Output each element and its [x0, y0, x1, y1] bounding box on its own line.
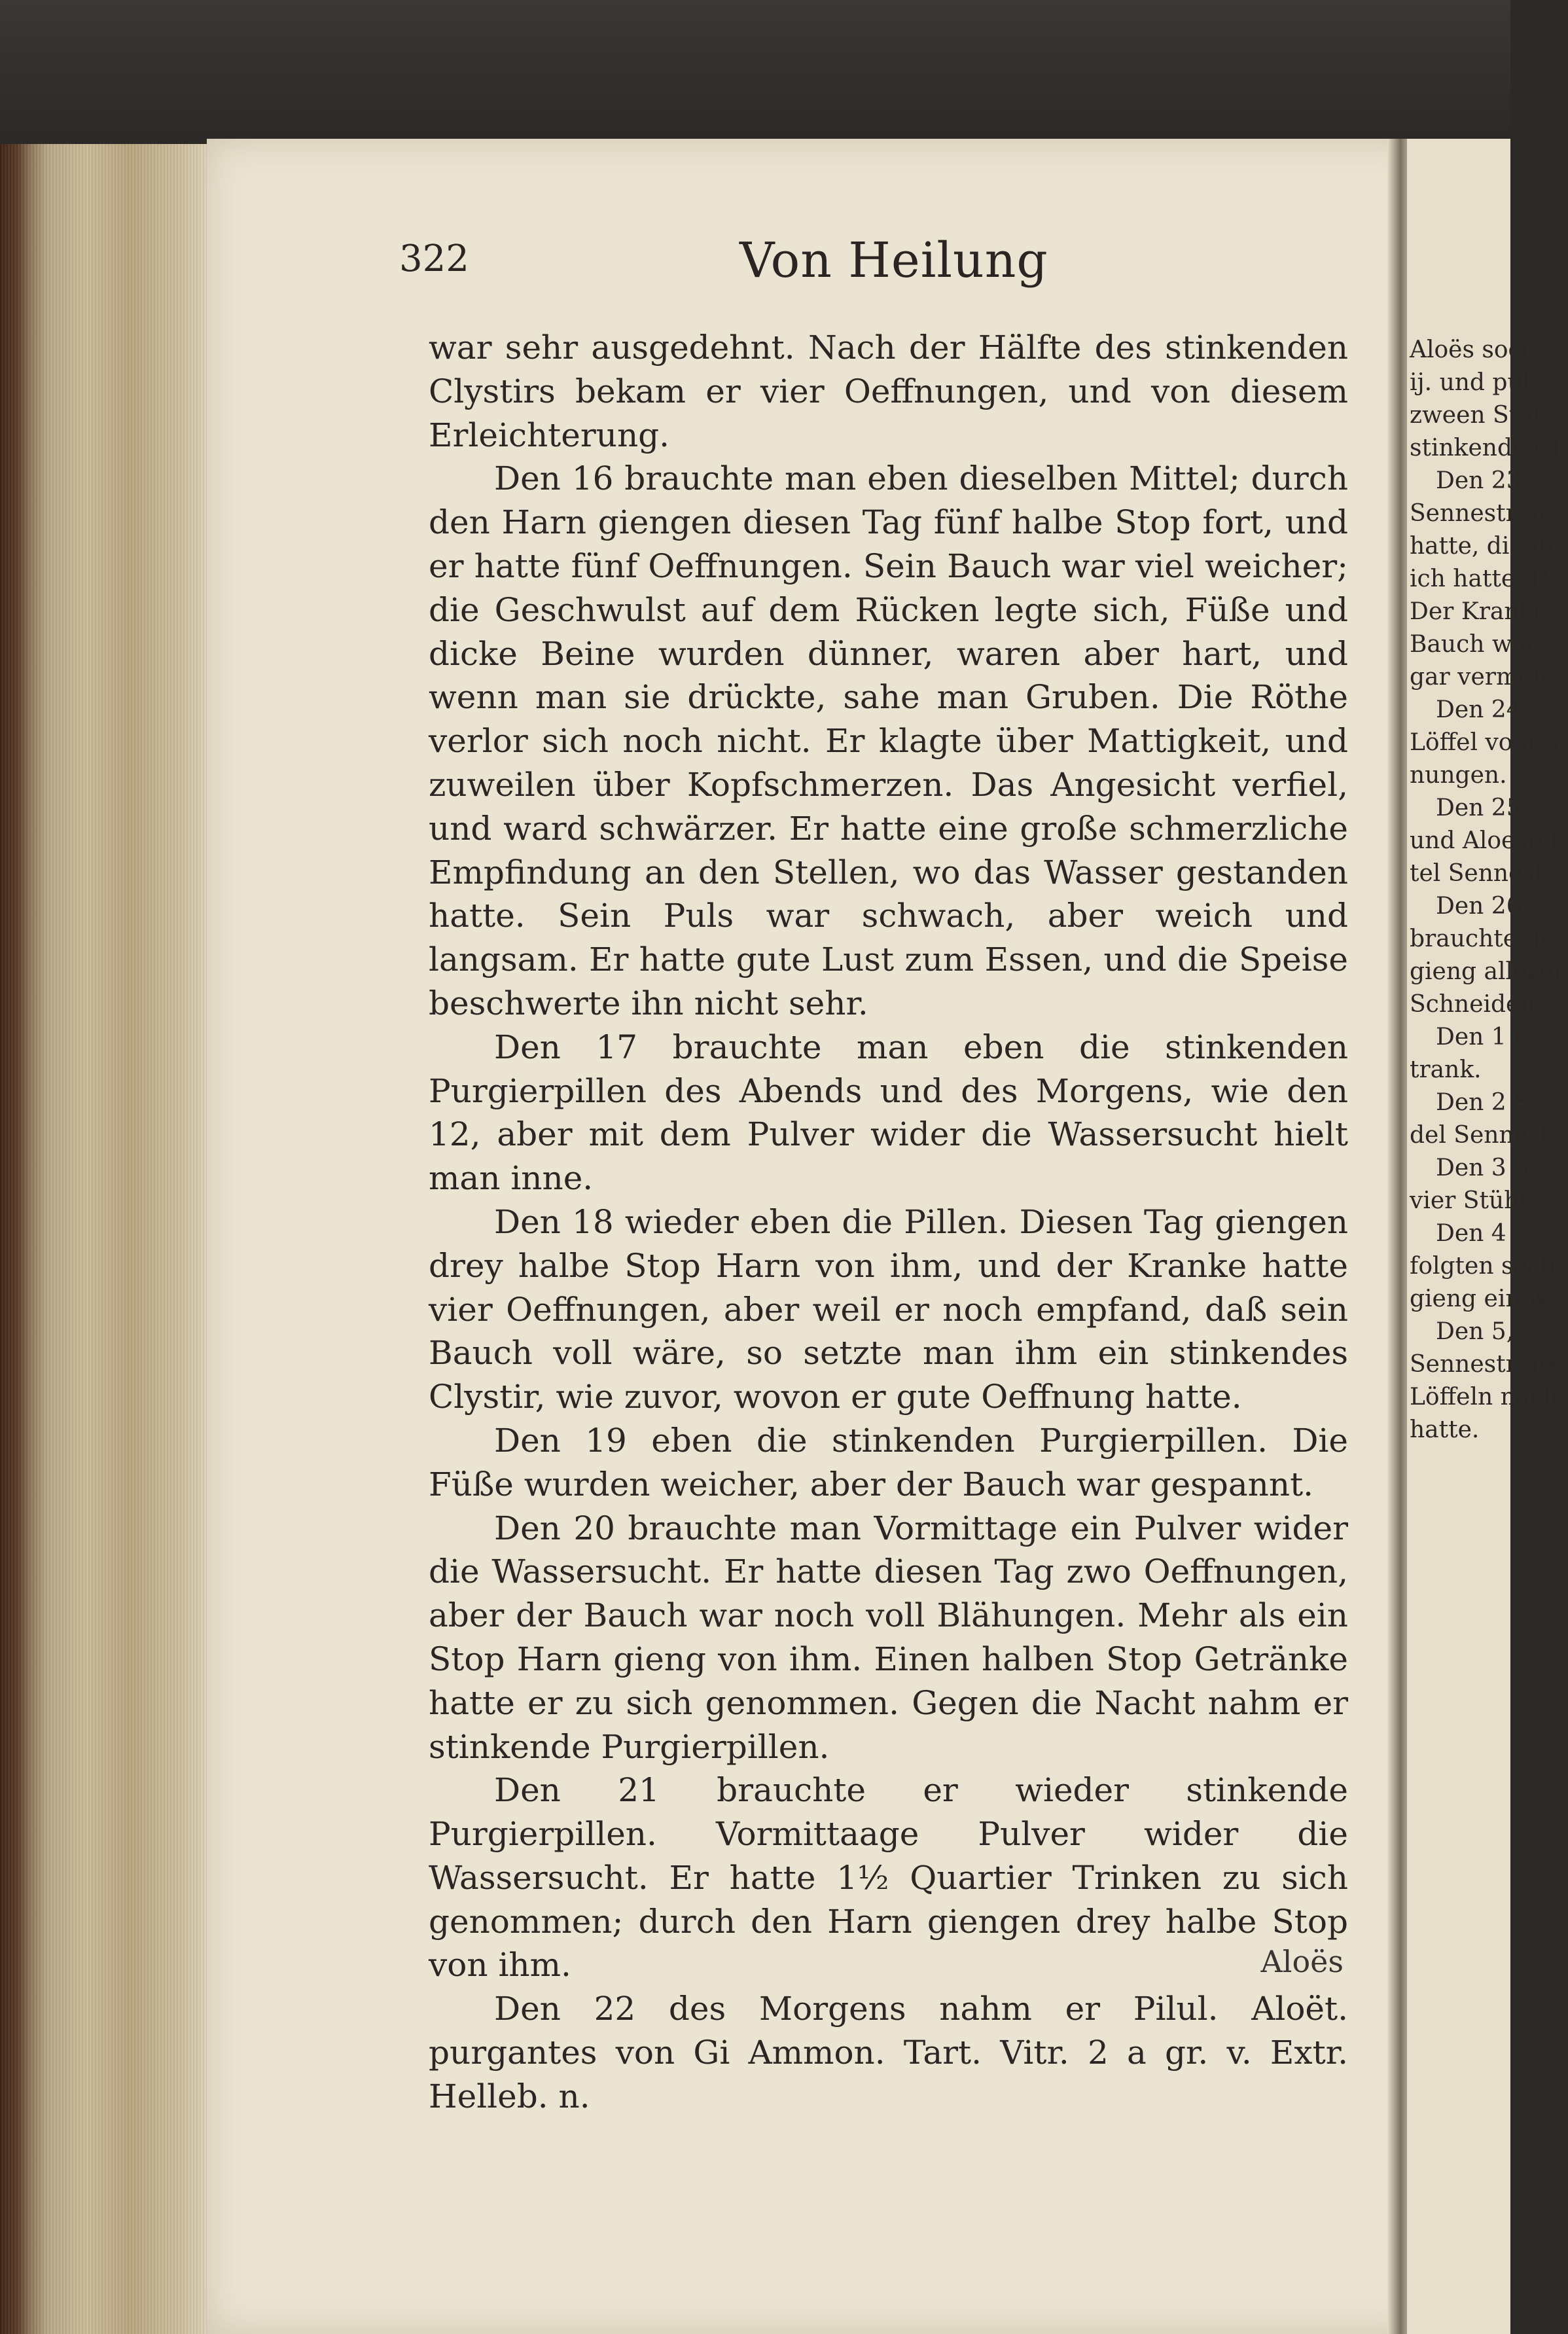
facing-line: Den 23 — [1436, 467, 1522, 494]
facing-line: gieng ein w — [1410, 1285, 1548, 1312]
page-number: 322 — [399, 238, 469, 280]
paragraph: Den 19 eben die stinkenden Purgierpillen. Die Füße wurden weicher, aber der Bauch war gespannt. — [429, 1421, 1348, 1503]
facing-line: Aloës socc — [1410, 336, 1535, 363]
facing-line: Den 2 S — [1436, 1089, 1530, 1116]
facing-line: vier Stühle — [1410, 1187, 1541, 1214]
paragraph: Den 22 des Morgens nahm er Pilul. Aloët. purgantes von Gi Ammon. Tart. Vitr. 2 a gr. v. Extr. Helleb. n. — [429, 1990, 1348, 2115]
facing-line: hatte. — [1410, 1416, 1480, 1443]
facing-line: Löffel vom S — [1410, 729, 1559, 756]
facing-line: Den 3 S — [1436, 1155, 1530, 1181]
photo-background — [0, 0, 1510, 157]
paragraph: Den 17 brauchte man eben die stinkenden Purgierpillen des Abends und des Morgens, wie den 12, aber mit dem Pulver wider die Wassersucht hielt man inne. — [429, 1028, 1348, 1198]
facing-line: del Sennest — [1410, 1122, 1550, 1149]
facing-line: gieng allezei — [1410, 958, 1561, 985]
facing-line: Den 5, — [1436, 1318, 1514, 1345]
facing-line: brauchte. Je — [1410, 925, 1556, 952]
body-text — [429, 326, 1348, 2119]
page-header — [399, 232, 1348, 304]
facing-line: Sennestran — [1410, 500, 1546, 527]
facing-line: Den 1 C — [1436, 1024, 1532, 1050]
facing-line: gar vermehr — [1410, 664, 1559, 691]
facing-line: Sennestrank — [1410, 1351, 1561, 1378]
paragraph: Den 20 brauchte man Vormittage ein Pulver wider die Wassersucht. Er hatte diesen Tag zwo Oeffnungen, aber der Bauch war noch voll Blähungen. Mehr als ein Stop Harn gieng von ihm. Einen halben Stop Getränke hatte er zu sich genommen. Gegen die Nacht nahm er stinkende Purgierpillen. — [429, 1509, 1348, 1766]
facing-line: ich hatte. D — [1410, 566, 1549, 592]
paragraph: Den 18 wieder eben die Pillen. Diesen Tag giengen drey halbe Stop Harn von ihm, und der Kranke hatte vier Oeffnungen, aber weil er noch empfand, daß sein Bauch voll wäre, so setzte man ihm ein stinkendes Clystir, wie zuvor, wovon er gute Oeffnung hatte. — [429, 1202, 1348, 1416]
facing-page-text — [1410, 334, 1568, 1446]
facing-line: und Aloespil — [1410, 827, 1558, 854]
running-head: Von Heilung — [739, 232, 1048, 289]
facing-line: stinkende Cl — [1410, 435, 1559, 461]
facing-line: Den 24 — [1436, 696, 1522, 723]
facing-line: Den 4 — [1436, 1220, 1506, 1247]
paragraph: war sehr ausgedehnt. Nach der Hälfte des stinkenden Clystirs bekam er vier Oeffnungen, und von diesem Erleichterung. — [429, 329, 1348, 454]
facing-line: Der Kranke — [1410, 598, 1548, 625]
paragraph: Den 16 brauchte man eben dieselben Mittel; durch den Harn giengen diesen Tag fünf halbe Stop fort, und er hatte fünf Oeffnungen. Sein Bauch war viel weicher; die Geschwulst auf dem Rücken legte sich, Füße und dicke Beine wurden dünner, waren aber hart, und wenn man sie drückte, sahe man Gruben. Die Röthe verlor sich noch nicht. Er klagte über Mattigkeit, und zuweilen über Kopfschmerzen. Das Angesicht verfiel, und ward schwärzer. Er hatte eine große schmerzliche Empfindung an den Stellen, wo das Wasser gestanden hatte. Sein Puls war schwach, aber weich und langsam. Er hatte gute Lust zum Essen, und die Speise beschwerte ihn nicht sehr. — [429, 459, 1348, 1022]
facing-line: folgten sechs — [1410, 1253, 1568, 1280]
facing-line: Löffeln nach — [1410, 1384, 1558, 1410]
facing-line: zween Stül — [1410, 402, 1541, 429]
facing-line: nungen. — [1410, 762, 1507, 789]
facing-line: ij. und pul — [1410, 369, 1531, 396]
book-page-edges — [0, 144, 216, 2334]
facing-line: Bauch war — [1410, 631, 1538, 658]
facing-line: tel Sennest — [1410, 860, 1544, 887]
facing-line: Den 26 — [1436, 893, 1522, 920]
paragraph: Den 21 brauchte er wieder stinkende Purgierpillen. Vormittaage Pulver wider die Wassersucht. Er hatte 1½ Quartier Trinken zu sich genommen; durch den Harn giengen drey halbe Stop von ihm. — [429, 1771, 1348, 1984]
catchword: Aloës — [1260, 1944, 1344, 1979]
facing-line: Den 25 — [1436, 795, 1522, 821]
facing-line: hatte, die ih — [1410, 533, 1554, 560]
facing-line: Schneiden. — [1410, 991, 1542, 1018]
facing-line: trank. — [1410, 1056, 1482, 1083]
